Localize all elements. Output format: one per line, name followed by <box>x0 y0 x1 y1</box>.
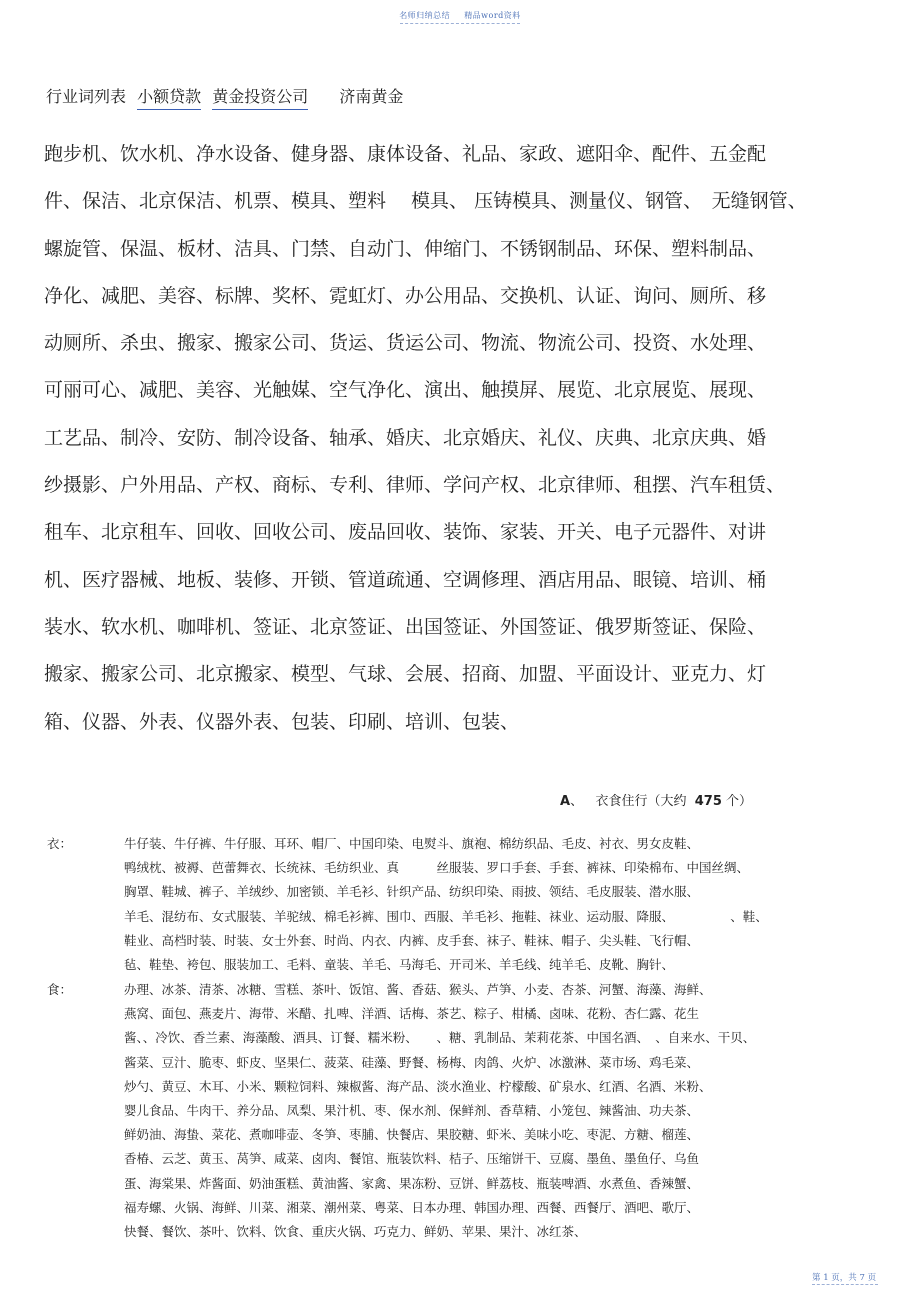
keyword-line: 箱、仪器、外表、仪器外表、包装、印刷、培训、包装、 <box>44 710 520 733</box>
category-line: 快餐、餐饮、茶叶、饮料、饮食、重庆火锅、巧克力、鲜奶、苹果、果汁、冰红茶、 <box>124 1223 587 1239</box>
keyword-line: 可丽可心、减肥、美容、光触媒、空气净化、演出、触摸屏、展览、北京展览、展现、 <box>44 379 767 402</box>
keyword-line: 跑步机、饮水机、净水设备、健身器、康体设备、礼品、家政、遮阳伞、配件、五金配 <box>44 143 767 165</box>
header-left: 名师归纳总结 <box>399 11 451 20</box>
section-name: 衣食住行（大约 <box>595 794 687 809</box>
keyword-line: 租车、北京租车、回收、回收公司、废品回收、装饰、家装、开关、电子元器件、对讲 <box>44 521 767 544</box>
category-line: 牛仔装、牛仔裤、牛仔服、耳环、帽厂、中国印染、电熨斗、旗袍、棉纺织品、毛皮、衬衣、男女皮鞋、 <box>124 836 700 851</box>
title-suffix: 济南黄金 <box>339 87 404 106</box>
keyword-line: 件、保洁、北京保洁、机票、模具、塑料 模具、 压铸模具、测量仪、钢管、 无缝钢管、 <box>44 190 807 213</box>
category-line: 燕窝、面包、燕麦片、海带、米醋、扎啤、洋酒、话梅、茶艺、粽子、柑橘、卤味、花粉、杏仁露、花生 <box>124 1006 700 1022</box>
section-letter: A <box>560 794 571 809</box>
category-line: 胸罩、鞋城、裤子、羊绒纱、加密锁、羊毛衫、针织产品、纺织印染、雨披、领结、毛皮服装、潜水服、 <box>124 884 700 900</box>
category-label-clothing: 衣： <box>47 836 73 851</box>
category-body-clothing <box>124 832 884 977</box>
section-unit: 个） <box>726 794 753 809</box>
title-line <box>46 84 409 107</box>
category-line: 鲜奶油、海蛰、菜花、煮咖啡壶、冬笋、枣脯、快餐店、果胶糖、虾米、美味小吃、枣泥、方糖、榴莲、 <box>124 1127 700 1143</box>
category-line: 酱、、冷饮、香兰素、海藻酸、酒具、订餐、糯米粉、 、糖、乳制品、茉莉花茶、中国名酒、 、自来水、干贝、 <box>124 1030 756 1046</box>
footer-rule <box>812 1284 878 1285</box>
category-line: 毡、鞋垫、袴包、服装加工、毛料、童装、羊毛、马海毛、开司米、羊毛线、纯羊毛、皮靴、胸针、 <box>124 956 675 972</box>
title-prefix: 行业词列表 <box>46 87 127 106</box>
category-line: 香椿、云芝、黄玉、莴笋、咸菜、卤肉、餐馆、瓶装饮料、桔子、压缩饼干、豆腐、墨鱼、墨鱼仔、乌鱼 <box>124 1151 700 1167</box>
keyword-line: 螺旋管、保温、板材、洁具、门禁、自动门、伸缩门、不锈钢制品、环保、塑料制品、 <box>44 237 767 260</box>
keyword-line: 动厕所、杀虫、搬家、搬家公司、货运、货运公司、物流、物流公司、投资、水处理、 <box>44 332 767 355</box>
category-line: 鞋业、高档时装、时装、女士外套、时尚、内衣、内裤、皮手套、袜子、鞋袜、帽子、尖头鞋、飞行帽、 <box>124 932 700 948</box>
section-sep: 、 <box>570 794 584 809</box>
category-label-food: 食： <box>47 982 73 997</box>
keyword-line: 工艺品、制冷、安防、制冷设备、轴承、婚庆、北京婚庆、礼仪、庆典、北京庆典、婚 <box>44 426 767 449</box>
category-line: 蛋、海棠果、炸酱面、奶油蛋糕、黄油酱、家禽、果冻粉、豆饼、鲜荔枝、瓶装啤酒、水煮鱼、香辣蟹、 <box>124 1175 700 1191</box>
category-line: 福寿螺、火锅、海鲜、川菜、湘菜、潮州菜、粤菜、日本办理、韩国办理、西餐、西餐厅、酒吧、歌厅、 <box>124 1199 700 1215</box>
keyword-line: 搬家、搬家公司、北京搬家、模型、气球、会展、招商、加盟、平面设计、亚克力、灯 <box>44 663 767 686</box>
link-small-loan[interactable]: 小额贷款 <box>137 87 201 110</box>
keyword-line: 装水、软水机、咖啡机、签证、北京签证、出国签证、外国签证、俄罗斯签证、保险、 <box>44 615 767 638</box>
page-header <box>0 10 920 21</box>
header-rule <box>400 23 520 24</box>
page-footer: 第 1 页，共 7 页 <box>812 1273 877 1283</box>
category-line: 酱菜、豆汁、脆枣、虾皮、坚果仁、菠菜、硅藻、野餐、杨梅、肉鸽、火炉、冰激淋、菜市场、鸡毛菜、 <box>124 1054 700 1070</box>
category-line: 炒勺、黄豆、木耳、小米、颗粒饲料、辣椒酱、海产品、淡水渔业、柠檬酸、矿泉水、红酒、名酒、米粉、 <box>124 1078 712 1094</box>
header-right: 精品word资料 <box>464 11 521 20</box>
category-line: 羊毛、混纺布、女式服装、羊驼绒、棉毛衫裤、围巾、西服、羊毛衫、拖鞋、袜业、运动服、降服、 、鞋、 <box>124 908 768 924</box>
category-line: 办理、冰茶、清茶、冰糖、雪糕、茶叶、饭馆、酱、香菇、猴头、芦笋、小麦、杏茶、河蟹、海藻、海鲜、 <box>124 982 712 997</box>
section-count: 475 <box>694 794 722 809</box>
category-line: 鸭绒枕、被褥、芭蕾舞衣、长统袜、毛纺织业、真 丝服装、罗口手套、手套、裤袜、印染棉布、中国丝绸、 <box>124 860 750 876</box>
keyword-line: 纱摄影、户外用品、产权、商标、专利、律师、学问产权、北京律师、租摆、汽车租赁、 <box>44 474 786 497</box>
industry-keyword-paragraph <box>44 131 874 746</box>
keyword-line: 净化、减肥、美容、标牌、奖杯、霓虹灯、办公用品、交换机、认证、询问、厕所、移 <box>44 284 767 307</box>
section-heading <box>560 790 752 809</box>
category-body-food <box>124 978 884 1244</box>
link-gold-investment[interactable]: 黄金投资公司 <box>212 87 308 110</box>
keyword-line: 机、医疗器械、地板、装修、开锁、管道疏通、空调修理、酒店用品、眼镜、培训、桶 <box>44 568 767 591</box>
category-line: 婴儿食品、牛肉干、养分品、凤梨、果汁机、枣、保水剂、保鲜剂、香草精、小笼包、辣酱油、功夫茶、 <box>124 1102 700 1118</box>
